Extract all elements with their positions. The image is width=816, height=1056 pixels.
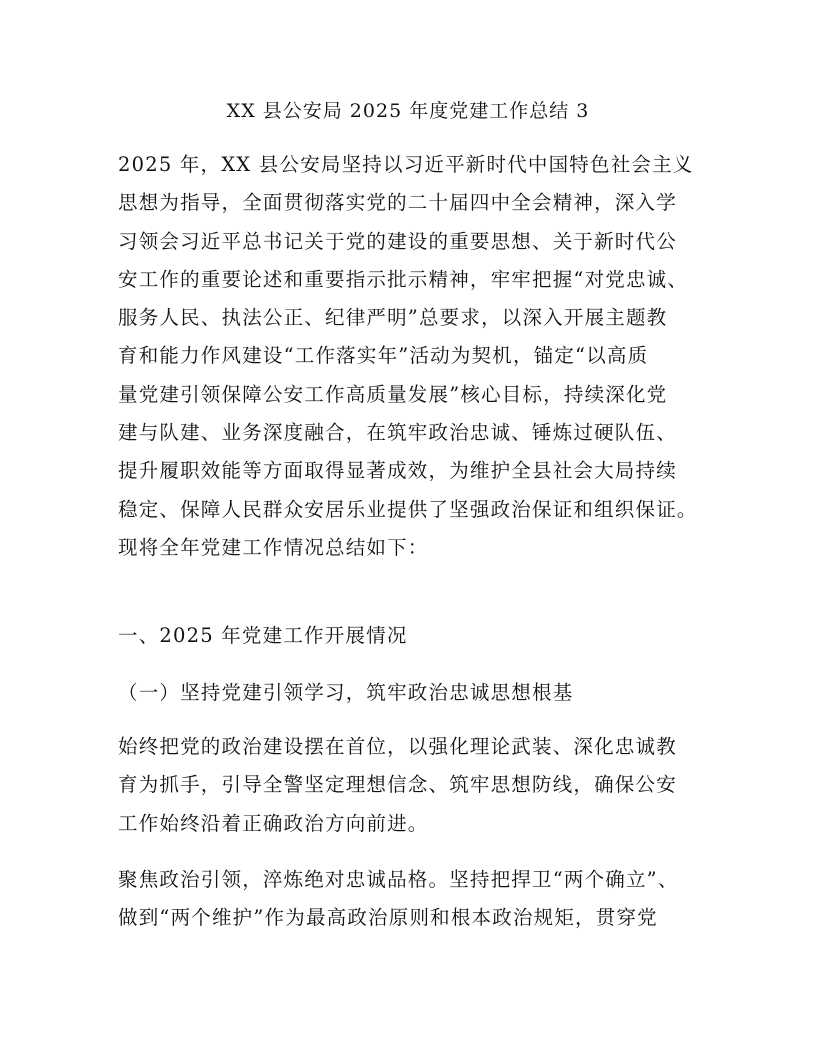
paragraph-line: 服务人民、执法公正、纪律严明”总要求，以深入开展主题教 (118, 306, 668, 330)
body-paragraph (118, 728, 718, 843)
paragraph-line: 始终把党的政治建设摆在首位，以强化理论武装、深化忠诚教 (118, 735, 677, 758)
paragraph-line: 思想为指导，全面贯彻落实党的二十届四中全会精神，深入学 (118, 191, 677, 215)
paragraph-line: 做到“两个维护”作为最高政治原则和根本政治规矩，贯穿党 (118, 906, 658, 930)
paragraph-line: 2025 年，XX 县公安局坚持以习近平新时代中国特色社会主义 (118, 153, 694, 176)
paragraph-line: 聚焦政治引领，淬炼绝对忠诚品格。坚持把捍卫“两个确立”、 (118, 868, 679, 891)
body-paragraph (118, 861, 718, 938)
paragraph-line: 提升履职效能等方面取得显著成效，为维护全县社会大局持续 (118, 459, 677, 483)
paragraph-line: 量党建引领保障公安工作高质量发展”核心目标，持续深化党 (118, 382, 668, 406)
paragraph-line: 育和能力作风建设“工作落实年”活动为契机，锚定“以高质 (118, 344, 649, 368)
paragraph-line: 建与队建、业务深度融合，在筑牢政治忠诚、锤炼过硬队伍、 (118, 421, 677, 445)
section-heading-text: 一、2025 年党建工作开展情况 (118, 624, 408, 647)
subsection-heading-text: （一）坚持党建引领学习，筑牢政治忠诚思想根基 (118, 681, 574, 704)
paragraph-line: 工作始终沿着正确政治方向前进。 (118, 811, 429, 835)
paragraph-line: 习领会习近平总书记关于党的建设的重要思想、关于新时代公 (118, 229, 677, 253)
subsection-heading (118, 674, 718, 712)
document-title: XX 县公安局 2025 年度党建工作总结 3 (226, 100, 590, 122)
paragraph-line: 现将全年党建工作情况总结如下： (118, 535, 429, 559)
paragraph-line: 育为抓手，引导全警坚定理想信念、筑牢思想防线，确保公安 (118, 773, 677, 797)
intro-paragraph (118, 146, 718, 567)
paragraph-line: 安工作的重要论述和重要指示批示精神，牢牢把握“对党忠诚、 (118, 267, 689, 291)
paragraph-line: 稳定、保障人民群众安居乐业提供了坚强政治保证和组织保证。 (118, 497, 698, 521)
section-heading (118, 617, 718, 655)
